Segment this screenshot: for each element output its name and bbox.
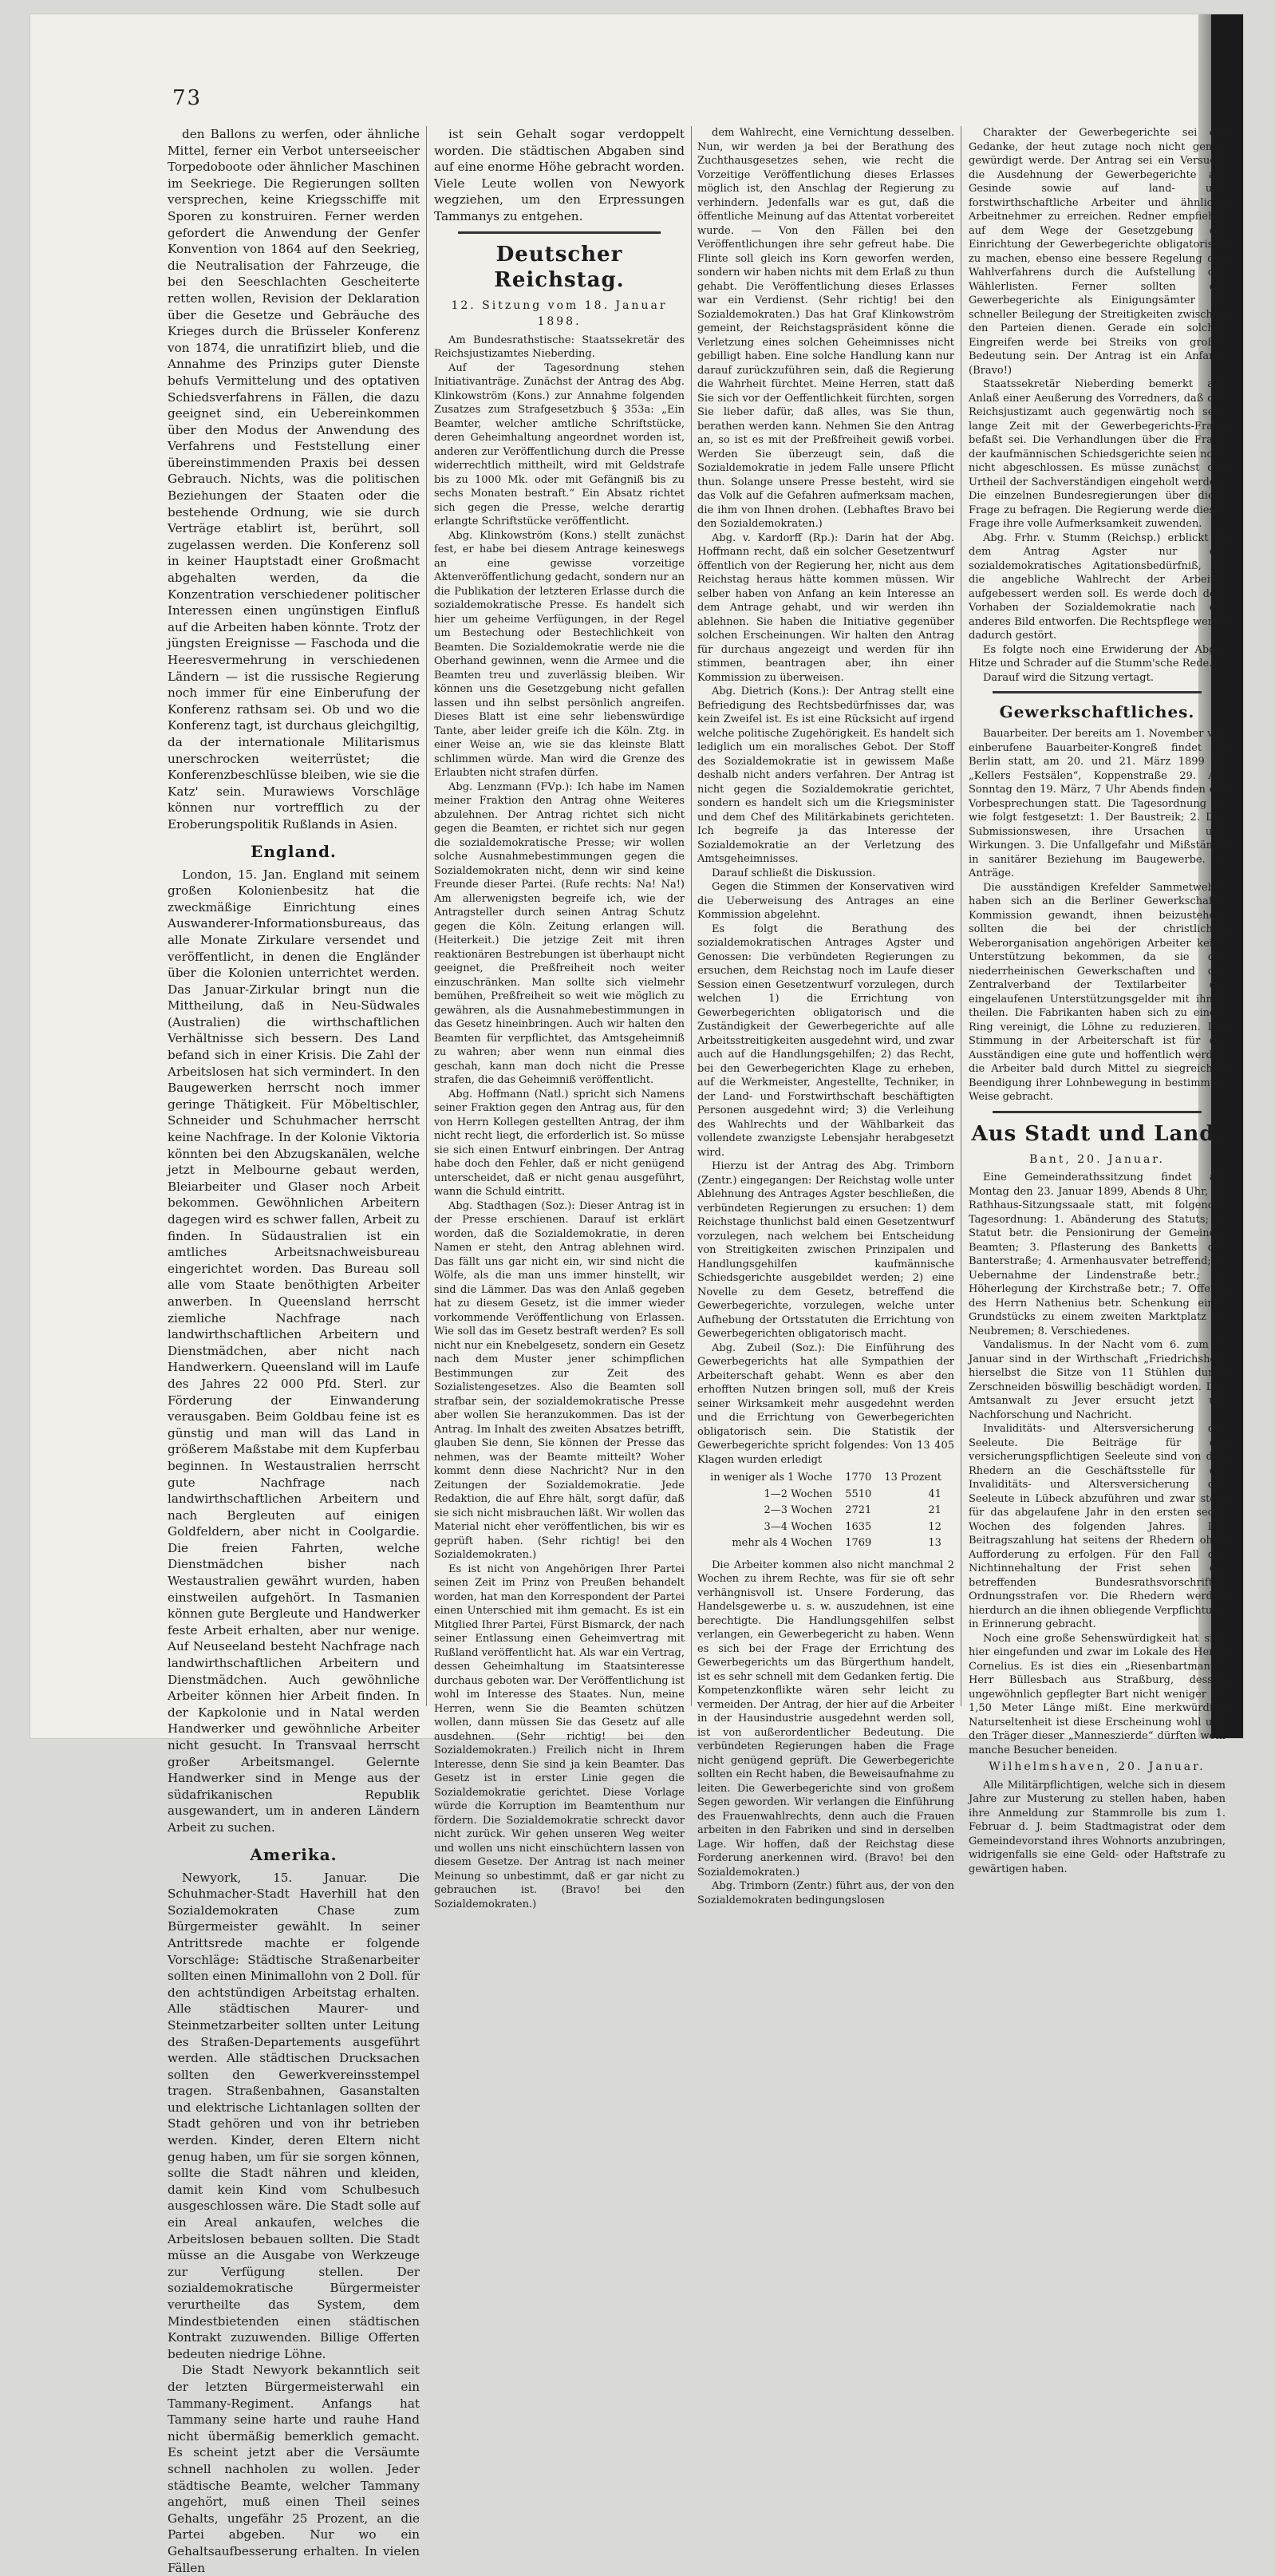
reichstag-text-5: Abg. Stadthagen (Soz.): Dieser Antrag ist in der Presse erschienen. Darauf ist erklärt worden, daß die Sozialdemokratie, in deren Namen er steht, den Antrag ablehnen wird. Das fällt uns gar nicht ein, wir sind nicht die Wölfe, als die man uns immer hinstellt, wir sind die Lämmer. Das was den Anlaß gegeben hat zu diesem Gesetz, ist die immer wieder vorkommende Veröffentlichung von Erlassen. Wie soll das im Gesetz bestraft werden? Es soll nicht nur ein Knebelgesetz, sondern ein Gesetz nach dem Muster jener schimpflichen Bestimmungen zur Zeit des Sozialistengesetzes. Also die Beamten soll strafbar sein, der sozialdemokratische Presse aber wollen Sie heranzukommen. Das ist der Antrag. Im Inhalt des zweiten Absatzes betrifft, glauben Sie denn, Sie können der Presse das nehmen, was der Beamte mitteilt? Woher kommt denn diese Nachricht? Nur in den Zeitungen der Sozialdemokratie. Jede Redaktion, die auf Ehre hält, sorgt dafür, daß sie sich nicht misbrauchen läßt. Wir wollen das Material nicht eher veröffentlichen, bis wir es geprüft haben. (Sehr richtig! bei den Sozialdemokraten.) <box>434 1199 685 1562</box>
session-line: 12. Sitzung vom 18. Januar 1898. <box>451 298 668 329</box>
stat-row <box>704 1470 948 1487</box>
stat-row <box>704 1503 948 1519</box>
stat-cell: 1770 <box>845 1472 872 1484</box>
riesenbart-article: Noch eine große Sehenswürdigkeit hat sich hier eingefunden und zwar im Lokale des Herrn Cornelius. Es ist dies ein „Riesenbartmann“, Herr Büllesbach aus Straßburg, dessen ungewöhnlich gepflegter Bart nicht weniger als 1,50 Meter Länge mißt. Eine merkwürdige Naturseltenheit ist diese Erscheinung wohl und den Träger dieser „Manneszierde“ dürften wohl manche Besucher beneiden. <box>969 1632 1226 1756</box>
amerika-article-2: Die Stadt Newyork bekanntlich seit der letzten Bürgermeisterwahl ein Tammany-Regiment. Anfangs hat Tammany seine harte und rauhe Hand nicht übermäßig bemerklich gemacht. Es scheint jetzt aber die Versäumte schnell nachholen zu wollen. Jeder städtische Beamte, welcher Tammany angehört, muß einen Theil seines Gehalts, ungefähr 25 Prozent, an die Partei abgeben. Nur wo ein Gehaltsaufbesserung erhalten. In vielen Fällen <box>168 2363 420 2575</box>
debate-cont-5: Darauf wird die Sitzung vertagt. <box>983 671 1154 684</box>
stat-cell: 1635 <box>845 1520 872 1533</box>
bundesrat-line: Am Bundesrathstische: Staatssekretär des Reichsjustizamtes Nieberding. <box>434 334 685 361</box>
disarmament-paragraph: den Ballons zu werfen, oder ähnliche Mittel, ferner ein Verbot unterseeischer Torpedoboote oder ähnlicher Maschinen im Seekriege. Die Regierungen sollten versprechen, keine Kriegsschiffe mit Sporen zu konstruiren. Ferner werden gefordert die Anwendung der Genfer Konvention von 1864 auf den Seekrieg, die Neutralisation der Fahrzeuge, die bei den Seeschlachten Gescheiterte retten wollen, Revision der Deklaration über die Gesetze und Gebräuche des Krieges durch die Brüsseler Konferenz von 1874, die unratifizirt blieb, und die Annahme des Prinzips guter Dienste behufs Vermittelung und des optativen Schiedsverfahrens in Fällen, die dazu geeignet sind, ein Uebereinkommen über den Modus der Anwendung des Verfahrens und Feststellung einer übereinstimmenden Praxis bei dessen Gebrauch. Nichts, was die politischen Beziehungen der Staaten oder die bestehende Ordnung, wie sie durch Verträge etablirt ist, berührt, soll zugelassen werden. Die Konferenz soll in keiner Hauptstadt einer Großmacht abgehalten werden, da die Konzentration verschiedener politischer Interessen einen ungünstigen Einfluß auf die Arbeiten haben könnte. Trotz der jüngsten Ereignisse — Faschoda und die Heeresvermehrung in verschiedenen Ländern — ist die russische Regierung noch immer für eine Einberufung der Konferenz rathsam sei. Ob und wo die Konferenz tagt, ist durchaus gleichgiltig, da der internationale Militarismus unerschrocken weiterrüstet; die Konferenzbeschlüsse bleiben, wie sie die Katz' sein. Murawiews Vorschläge können nur vortrefflich zu der Eroberungspolitik Rußlands in Asien. <box>168 127 420 832</box>
wilhelmshaven-dateline: Wilhelmshaven, 20. Januar. <box>989 1760 1206 1774</box>
stat-cell: 12 <box>928 1520 941 1533</box>
stat-row <box>704 1535 948 1552</box>
gewerkschaftliches-heading: Gewerkschaftliches. <box>999 702 1195 721</box>
reichstag-text-4: Abg. Hoffmann (Natl.) spricht sich Namens seiner Fraktion gegen den Antrag aus, für den von Herrn Kollegen gestellten Antrag, der ihm nicht recht liegt, die erforderlich ist. So müsse sie sich einen Entwurf einbringen. Der Antrag habe doch den Fehler, daß er nicht genügend unterscheidet, daß er nicht genau ausgeführt, wann die Schuld eintritt. <box>434 1088 685 1199</box>
england-heading: England. <box>251 841 337 861</box>
debate-text-5: Gegen die Stimmen der Konservativen wird die Ueberweisung des Antrages an eine Kommission abgelehnt. <box>697 881 954 921</box>
column-2 <box>434 126 685 1910</box>
stat-cell: 2—3 Wochen <box>764 1504 833 1517</box>
reichstag-text-6: Es ist nicht von Angehörigen Ihrer Partei seinen Zeit im Prinz von Preußen behandelt worden, hat man den Korrespondent der Partei einen Unterschied mit ihm gemacht. Es ist ein Mitglied Ihrer Partei, Fürst Bismarck, der nach seiner Entlassung einen Geheimvertrag mit Rußland veröffentlicht hat. Als war ein Vertrag, dessen Geheimhaltung im Staatsinteresse durchaus geboten war. Der Veröffentlichung ist wohl im Interesse des Staates. Nun, meine Herren, wenn Sie die Beamten schützen wollen, dann müssen Sie das Gesetz auf alle ausdehnen. (Sehr richtig! bei den Sozialdemokraten.) Freilich nicht in Ihrem Interesse, denn Sie sind ja kein Beamter. Das Gesetz ist in erster Linie gegen die Sozialdemokratie gerichtet. Diese Vorlage würde die Korruption im Beamtenthum nur fördern. Die Sozialdemokratie schreckt davor nicht zurück. Wir gehen unseren Weg weiter und wollen uns nicht einschüchtern lassen von diesem Gesetze. Der Antrag ist nach meiner Meinung so unbestimmt, daß er gar nicht zu gebrauchen ist. (Bravo! bei den Sozialdemokraten.) <box>434 1563 685 1910</box>
stat-row <box>704 1519 948 1536</box>
stat-cell: 1—2 Wochen <box>764 1488 833 1500</box>
militaer-article: Alle Militärpflichtigen, welche sich in diesem Jahre zur Musterung zu stellen haben, haben ihre Anmeldung zur Stammrolle bis zum 1. Februar d. J. beim Stadtmagistrat oder dem Gemeindevorstand ihres Wohnorts anzubringen, widrigenfalls sie eine Geld- oder Haftstrafe zu gewärtigen haben. <box>969 1779 1226 1875</box>
debate-text-1: dem Wahlrecht, eine Vernichtung desselben. Nun, wir werden ja bei der Berathung des Zuchthausgesetzes sehen, wie recht die Vorzeitige Veröffentlichung dieses Erlasses möglich ist, den Anschlag der Regierung zu verhindern. Jedenfalls war es gut, daß die öffentliche Meinung auf das Attentat vorbereitet wurde. — Von den Fällen bei den Veröffentlichungen ihre sehr gefreut habe. Die Flinte soll gleich ins Korn geworfen werden, sondern wir haben nichts mit dem Erlaß zu thun gehabt. Die Veröffentlichung dieses Erlasses war ein Verdienst. (Sehr richtig! bei den Sozialdemokraten.) Das hat Graf Klinkowström gemeint, der Reichstagspräsident könne die Verletzung eines solchen Geheimnisses nicht gebilligt haben. Eine solche Handlung kann nur darauf zurückzuführen sein, daß die Regierung die Wahrheit fürchtet. Meine Herren, statt daß Sie sich vor der Oeffentlichkeit fürchten, sorgen Sie lieber dafür, daß alles, was Sie thun, berathen werden kann. Nehmen Sie den Antrag an, so ist es mit der Preßfreiheit gewiß vorbei. Werden Sie überzeugt sein, daß die Sozialdemokratie in jedem Falle unsere Pflicht thun. Solange unsere Presse besteht, wird sie das Volk auf die Gefahren aufmerksam machen, die ihm von Ihnen drohen. (Lebhaftes Bravo bei den Sozialdemokraten.) <box>697 127 954 530</box>
debate-text-4: Darauf schließt die Diskussion. <box>712 867 876 879</box>
reichstag-heading: Deutscher Reichstag. <box>494 242 625 292</box>
sammetweber-article: Die ausständigen Krefelder Sammetweber haben sich an die Berliner Gewerkschafts-Kommission gewandt, ihnen beizustehen; sollten die bei der christlichen Weberorganisation angehörigen Arbeiter keine Unterstützung bekommen, da sie der niederrheinischen Gewerkschaften und der Zentralverband der Textilarbeiter die eingelaufenen Unterstützungsgelder mit ihnen theilen. Die Fabrikanten haben sich zu einem Ring vereinigt, die Löhne zu reduzieren. Die Stimmung in der Arbeiterschaft ist für die Ausständigen eine gute und hoffentlich werden die Arbeiter bald durch Mittel zu siegreichen Beendigung ihrer Lohnbewegung in bestimmter Weise gebracht. <box>969 881 1226 1103</box>
debate-text-10: Abg. Trimborn (Zentr.) führt aus, der von den Sozialdemokraten bedingungslosen <box>697 1880 954 1906</box>
page-number: 73 <box>172 86 203 110</box>
england-article: London, 15. Jan. England mit seinem großen Kolonienbesitz hat die zweckmäßige Einrichtung eines Auswanderer-Informationsbureaus, das alle Monate Zirkulare versendet und veröffentlicht, in denen die Engländer über die Kolonien unterrichtet werden. Das Januar-Zirkular bringt nun die Mittheilung, daß in Neu-Südwales (Australien) die wirthschaftlichen Verhältnisse sich bessern. Des Land befand sich in einer Krisis. Die Zahl der Arbeitslosen hat sich vermindert. In den Baugewerken herrscht noch immer geringe Thätigkeit. Für Möbeltischler, Schneider und Schuhmacher herrscht keine Nachfrage. In der Kolonie Viktoria könnten bei den Abzugskanälen, welche jetzt in Melbourne gebaut werden, Bleiarbeiter und Glaser noch Arbeit bekommen. Gewöhnlichen Arbeitern dagegen wird es schwer fallen, Arbeit zu finden. In Südaustralien ist ein amtliches Arbeitsnachweisbureau eingerichtet worden. Das Bureau soll alle vom Staate benöthigten Arbeiter anwerben. In Queensland herrscht ziemliche Nachfrage nach landwirthschaftlichen Arbeitern und Dienstmädchen, aber nicht nach Handwerkern. Queensland will im Laufe des Jahres 22 000 Pfd. Sterl. zur Förderung der Einwanderung verausgaben. Beim Goldbau feine ist es günstig und man will das Land in größerem Maßstabe mit dem Kupferbau beginnen. In Westaustralien herrscht gute Nachfrage nach landwirthschaftlichen Arbeitern und nach Bergleuten auf einigen Goldfeldern, aber nicht in Coolgardie. Die freien Fahrten, welche Dienstmädchen bisher nach Westaustralien gewährt wurden, haben einstweilen aufgehört. In Tasmanien können gute Bergleute und Handwerker feste Arbeit erhalten, aber nur wenige. Auf Neuseeland besteht Nachfrage nach landwirthschaftlichen Arbeitern und Dienstmädchen. Auch gewöhnliche Arbeiter können hier Arbeit finden. In der Kapkolonie und in Natal werden Handwerker und gewöhnliche Arbeiter nicht gesucht. In Transvaal herrscht großer Arbeitsmangel. Gelernte Handwerker sind in Menge aus der südafrikanischen Republik ausgewandert, um in anderen Ländern Arbeit zu suchen. <box>168 867 420 1835</box>
amerika-heading: Amerika. <box>250 1844 338 1864</box>
reichstag-text-3: Abg. Lenzmann (FVp.): Ich habe im Namen meiner Fraktion den Antrag ohne Weiteres abzulehnen. Der Antrag richtet sich nicht gegen die Beamten, er richtet sich nur gegen die sozialdemokratische Presse; wir wollen solche Ausnahmebestimmungen gegen die Sozialdemokraten nicht, denn wir sind keine Freunde dieser Partei. (Rufe rechts: Na! Na!) Am allerwenigsten begreife ich, wie der Antragsteller durch seinen Antrag Schutz gegen die Köln. Zeitung erlangen will. (Heiterkeit.) Die jetzige Zeit mit ihren reaktionären Bestrebungen ist überhaupt nicht geeignet, die Preßfreiheit noch weiter einzuschränken. Man sollte sich vielmehr bemühen, Preßfreiheit so weit wie möglich zu gewähren, als die Ausnahmebestimmungen in das Gesetz hineinbringen. Auch wir halten den Beamten für verpflichtet, das Amtsgeheimniß zu wahren; aber wenn nun einmal dies geschah, kann man doch nicht die Presse strafen, die das Geheimniß veröffentlicht. <box>434 780 685 1087</box>
column-3 <box>697 126 954 1906</box>
stat-cell: 1769 <box>845 1537 872 1550</box>
stat-cell: 21 <box>928 1504 941 1517</box>
stat-cell: in weniger als 1 Woche <box>710 1472 833 1484</box>
stat-cell: 13 Prozent <box>884 1472 941 1484</box>
stat-cell: 13 <box>928 1537 941 1550</box>
court-statistics-table <box>704 1470 948 1552</box>
amerika-article: Newyork, 15. Januar. Die Schuhmacher-Stadt Haverhill hat den Sozialdemokraten Chase zum Bürgermeister gewählt. In seiner Antrittsrede machte er folgende Vorschläge: Städtische Straßenarbeiter sollten einen Minimallohn von 2 Doll. für den achtstündigen Arbeitstag erhalten. Alle städtischen Maurer- und Steinmetzarbeiter sollten unter Leitung des Straßen-Departements ausgeführt werden. Alle städtischen Drucksachen sollten den Gewerkvereinsstempel tragen. Straßenbahnen, Gasanstalten und elektrische Lichtanlagen sollten der Stadt gehören und von ihr betrieben werden. Kinder, deren Eltern nicht genug haben, um für sie sorgen können, sollte die Stadt nähren und kleiden, damit kein Kind vom Schulbesuch ausgeschlossen wäre. Die Stadt solle auf ein Areal ankaufen, welches die Arbeitslosen bebauen sollten. Die Stadt müsse an die Ausgabe von Werkzeuge zur Verfügung stellen. Der sozialdemokratische Bürgermeister verurtheilte das System, dem Mindestbietenden einen städtischen Kontrakt zuzuwenden. Billige Offerten bedeuten niedrige Löhne. <box>168 1870 420 2361</box>
reichstag-text-1: Auf der Tagesordnung stehen Initiativanträge. Zunächst der Antrag des Abg. Klinkowström (Kons.) zur Annahme folgenden Zusatzes zum Strafgesetzbuch § 353a: „Ein Beamter, welcher amtliche Schriftstücke, deren Geheimhaltung angeordnet worden ist, anderen zur Veröffentlichung durch die Presse widerrechtlich mittheilt, wird mit Geldstrafe bis zu 1000 Mk. oder mit Gefängniß bis zu sechs Monaten bestraft.“ Ein Absatz richtet sich gegen die Presse, welche derartig erlangte Schriftstücke veröffentlicht. <box>434 362 685 528</box>
debate-cont-3: Abg. Frhr. v. Stumm (Reichsp.) erblickt in dem Antrag Agster nur ein sozialdemokratisches Agitationsbedürfniß, da die angebliche Wahlrecht der Arbeiter aufgebessert werden soll. Es werde doch dem Vorhaben der Sozialdemokratie nach ein anderes Bild entworfen. Die Rechtspflege werde dadurch gestört. <box>969 531 1226 642</box>
stat-cell: 41 <box>928 1488 941 1500</box>
stat-cell: 2721 <box>845 1504 872 1517</box>
stat-cell: 3—4 Wochen <box>764 1520 833 1533</box>
debate-text-2: Abg. v. Kardorff (Rp.): Darin hat der Abg. Hoffmann recht, daß ein solcher Gesetzentwurf öffentlich von der Regierung her, nicht aus dem Reichstag heraus hätte kommen müssen. Wir selber haben von Anfang an kein Interesse an dem Antrage gehabt, und wir werden ihn ablehnen. Sie haben die Initiative gegenüber solchen Erscheinungen. Wir halten den Antrag für durchaus angezeigt und werden für ihn stimmen, beantragen aber, ihn einer Kommission zu überweisen. <box>697 531 954 684</box>
bauarbeiter-article: Bauarbeiter. Der bereits am 1. November v. J. einberufene Bauarbeiter-Kongreß findet in Berlin statt, am 20. und 21. März 1899 im „Kellers Festsälen“, Koppenstraße 29. Am Sonntag den 19. März, 7 Uhr Abends finden die Vorbesprechungen statt. Die Tagesordnung ist wie folgt festgesetzt: 1. Der Baustreik; 2. Das Submissionswesen, ihre Ursachen und Wirkungen. 3. Die Unfallgefahr und Mißstände in sanitärer Beziehung im Baugewerbe. 3. Anträge. <box>969 728 1226 879</box>
column-rule-2 <box>691 126 692 1706</box>
section-rule-3 <box>993 1111 1202 1113</box>
debate-text-7: Hierzu ist der Antrag des Abg. Trimborn (Zentr.) eingegangen: Der Reichstag wolle unter Ablehnung des Antrages Agster beschließen, die verbündeten Regierungen zu ersuchen: 1) dem Reichstage thunlichst bald einen Gesetzentwurf vorzulegen, nach welchem bei Entscheidung von Streitigkeiten zwischen Prinzipalen und Handlungsgehilfen kaufmännische Schiedsgerichte ausgebildet werden; 2) eine Novelle zu dem Gesetz, betreffend die Gewerbegerichte, vorzulegen, welche unter Aufhebung der Ortsstatuten die Errichtung von Gewerbegerichten obligatorisch macht. <box>697 1160 954 1340</box>
stadt-und-land-heading: Aus Stadt und Land. <box>971 1121 1223 1146</box>
gemeinderat-article: Eine Gemeinderathssitzung findet am Montag den 23. Januar 1899, Abends 8 Uhr, im Rathhaus-Sitzungssaale statt, mit folgender Tagesordnung: 1. Abänderung des Statuts; 2. Statut betr. die Pensionirung der Gemeinde-Beamten; 3. Pflasterung des Banketts der Banterstraße; 4. Armenhausvater betreffend; 5. Uebernahme der Lindenstraße betr.; 6. Höherlegung der Kirchstraße betr.; 7. Offerte des Herrn Nathenius betr. Schenkung eines Grundstücks zu einem zweiten Marktplatz zu Neubremen; 8. Verschiedenes. <box>969 1171 1226 1337</box>
debate-cont-2: Staatssekretär Nieberding bemerkt aus Anlaß einer Aeußerung des Vorredners, daß das Reichsjustizamt auch gegenwärtig noch sehr lange Zeit mit der Gewerbegerichts-Frage befaßt sei. Die Verhandlungen über die Frage der kaufmännischen Schiedsgerichte seien noch nicht abgeschlossen. Es müsse zunächst das Urtheil der Sachverständigen eingeholt werden. Die einzelnen Bundesregierungen über diese Frage zu befragen. Die Regierung werde dieser Frage ihre volle Aufmerksamkeit zuwenden. <box>969 378 1226 530</box>
section-rule-2 <box>993 691 1202 693</box>
stat-row <box>704 1487 948 1503</box>
stat-cell: mehr als 4 Wochen <box>732 1537 833 1550</box>
seeleute-article: Invaliditäts- und Altersversicherung der Seeleute. Die Beiträge für die versicherungspflichtigen Seeleute sind von den Rhedern an die Geschäftsstelle für die Invaliditäts- und Altersversicherung der Seeleute in Lübeck abzuführen und zwar stets für das abgelaufene Jahr in den ersten sechs Wochen des folgenden Jahres. Die Beitragszahlung hat seitens der Rhedern ohne Aufforderung zu erfolgen. Für den Fall der Nichtinnehaltung der Frist sehen die betreffenden Bundesrathsvorschriften Ordnungsstrafen vor. Die Rhedern werden hierdurch an die ihnen obliegende Verpflichtung in Erinnerung gebracht. <box>969 1423 1226 1631</box>
debate-cont-1: Charakter der Gewerbegerichte sei ein Gedanke, der heut zutage noch nicht genug gewürdigt werde. Der Antrag sei ein Versuch, die Ausdehnung der Gewerbegerichte auf Gesinde sowie auf land- und forstwirthschaftliche Arbeiter und ähnliche Arbeitnehmer zu erreichen. Redner empfiehlt, auf dem Wege der Gesetzgebung die Einrichtung der Gewerbegerichte obligatorisch zu machen, ebenso eine bessere Regelung des Wahlverfahrens durch die Aufstellung der Wählerlisten. Ferner sollten die Gewerbegerichte als Einigungsämter zu schneller Beilegung der Streitigkeiten zwischen den Parteien dienen. Gerade ein solches Eingreifen werde bei Streiks von großer Bedeutung sein. Der Antrag ist ein Anfang. (Bravo!) <box>969 127 1226 377</box>
debate-text-3: Abg. Dietrich (Kons.): Der Antrag stellt eine Befriedigung des Rechtsbedürfnisses dar, was kein Zweifel ist. Es ist eine Rücksicht auf irgend welche politische Zugehörigkeit. Es handelt sich lediglich um ein moralisches Gebot. Der Stoff des Sozialdemokratie ist in gewissem Maße deshalb nicht anders verfahren. Der Antrag ist nicht gegen die Sozialdemokratie gerichtet, sondern es handelt sich um die Kriegsminister und dem Chef des Militärkabinets gerichteten. Ich begreife ja das Interesse der Sozialdemokratie an der Verletzung des Amtsgeheimnisses. <box>697 685 954 865</box>
debate-text-6: Es folgt die Berathung des sozialdemokratischen Antrages Agster und Genossen: Die verbündeten Regierungen zu ersuchen, dem Reichstag noch im Laufe dieser Session einen Gesetzentwurf vorzulegen, durch welchen 1) die Errichtung von Gewerbegerichten obligatorisch und die Zuständigkeit der Gewerbegerichte auf alle Arbeitsstreitigkeiten ausgedehnt wird, und zwar auch auf die Handlungsgehilfen; 2) das Recht, bei den Gewerbegerichten Klage zu erheben, auf die Werkmeister, Angestellte, Techniker, in der Land- und Forstwirthschaft beschäftigten Personen ausgedehnt wird; 3) die Verleihung des Wahlrechts und der Wählbarkeit das vollendete zwanzigste Lebensjahr herabgesetzt wird. <box>697 923 954 1159</box>
bant-dateline: Bant, 20. Januar. <box>1029 1152 1165 1166</box>
column-4 <box>969 126 1226 1875</box>
tammany-paragraph: ist sein Gehalt sogar verdoppelt worden. Die städtischen Abgaben sind auf eine enorme Höhe gebracht worden. Viele Leute wollen von Newyork wegziehen, um den Erpressungen Tammanys zu entgehen. <box>434 127 685 223</box>
reichstag-text-2: Abg. Klinkowström (Kons.) stellt zunächst fest, er habe bei diesem Antrage keineswegs an eine gewisse vorzeitige Aktenveröffentlichung gedacht, sondern nur an die Publikation der letzteren Erlasse durch die sozialdemokratische Presse. Es handelt sich hier um geheime Verfügungen, in der Regel um Bestechung oder Bestechlichkeit von Beamten. Die Sozialdemokratie werde nie die Oberhand gewinnen, wenn die Armee und die Beamten treu und zuverlässig bleiben. Wir können uns die Gesetzgebung nicht gefallen lassen und ihn selbst persönlich angreifen. Dieses Blatt ist eine sehr liebenswürdige Tante, aber leider greife ich die Köln. Ztg. in einer Weise an, wie sie das kleinste Blatt schlimmen würde. Man wird die Grenze des Erlaubten nicht strafen dürfen. <box>434 529 685 780</box>
vandalismus-article: Vandalismus. In der Nacht vom 6. zum 7. Januar sind in der Wirthschaft „Friedrichshof“ hierselbst die Sitze von 11 Stühlen durch Zerschneiden böswillig beschädigt worden. Der Amtsanwalt zu Jever ersucht jetzt um Nachforschung und Nachricht. <box>969 1339 1226 1421</box>
debate-text-9: Die Arbeiter kommen also nicht manchmal 2 Wochen zu ihrem Rechte, was für sie oft sehr verhängnisvoll ist. Unsere Forderung, das Handelsgewerbe u. s. w. auszudehnen, ist eine berechtigte. Die Handlungsgehilfen selbst verlangen, ein Gewerbegericht zu haben. Wenn es sich bei der Frage der Errichtung des Gewerbegerichts um das Bürgerthum handelt, ist es sehr schnell mit dem Gedanken fertig. Die Kompetenzkonflikte wären sehr leicht zu vermeiden. Der Antrag, der hier auf die Arbeiter in der Hausindustrie ausgedehnt werden soll, ist von außerordentlicher Bedeutung. Die verbündeten Regierungen haben die Frage nicht genügend geprüft. Die Gewerbegerichte sollten ein Recht haben, die Beweisaufnahme zu leiten. Die Gewerbegerichte sind von großem Segen geworden. Wir verlangen die Einführung des Frauenwahlrechts, denn auch die Frauen arbeiten in den Fabriken und sind in derselben Lage. Wir hoffen, daß der Reichstag diese Forderung anerkennen wird. (Bravo! bei den Sozialdemokraten.) <box>697 1559 954 1879</box>
debate-text-8: Abg. Zubeil (Soz.): Die Einführung des Gewerbegerichts hat alle Sympathien der Arbeiterschaft gehabt. Wenn es aber den erhofften Nutzen bringen soll, muß der Kreis seiner Wirksamkeit mehr ausgedehnt werden und die Errichtung von Gewerbegerichten obligatorisch sein. Die Statistik der Gewerbegerichte spricht folgendes: Von 13 405 Klagen wurden erledigt <box>697 1341 954 1466</box>
newspaper-page <box>30 14 1243 2575</box>
section-rule <box>458 231 661 234</box>
column-1 <box>168 126 420 2575</box>
stat-cell: 5510 <box>845 1488 872 1500</box>
column-rule-1 <box>426 126 427 1706</box>
debate-cont-4: Es folgte noch eine Erwiderung der Abgg. Hitze und Schrader auf die Stumm'sche Rede. <box>969 643 1226 670</box>
